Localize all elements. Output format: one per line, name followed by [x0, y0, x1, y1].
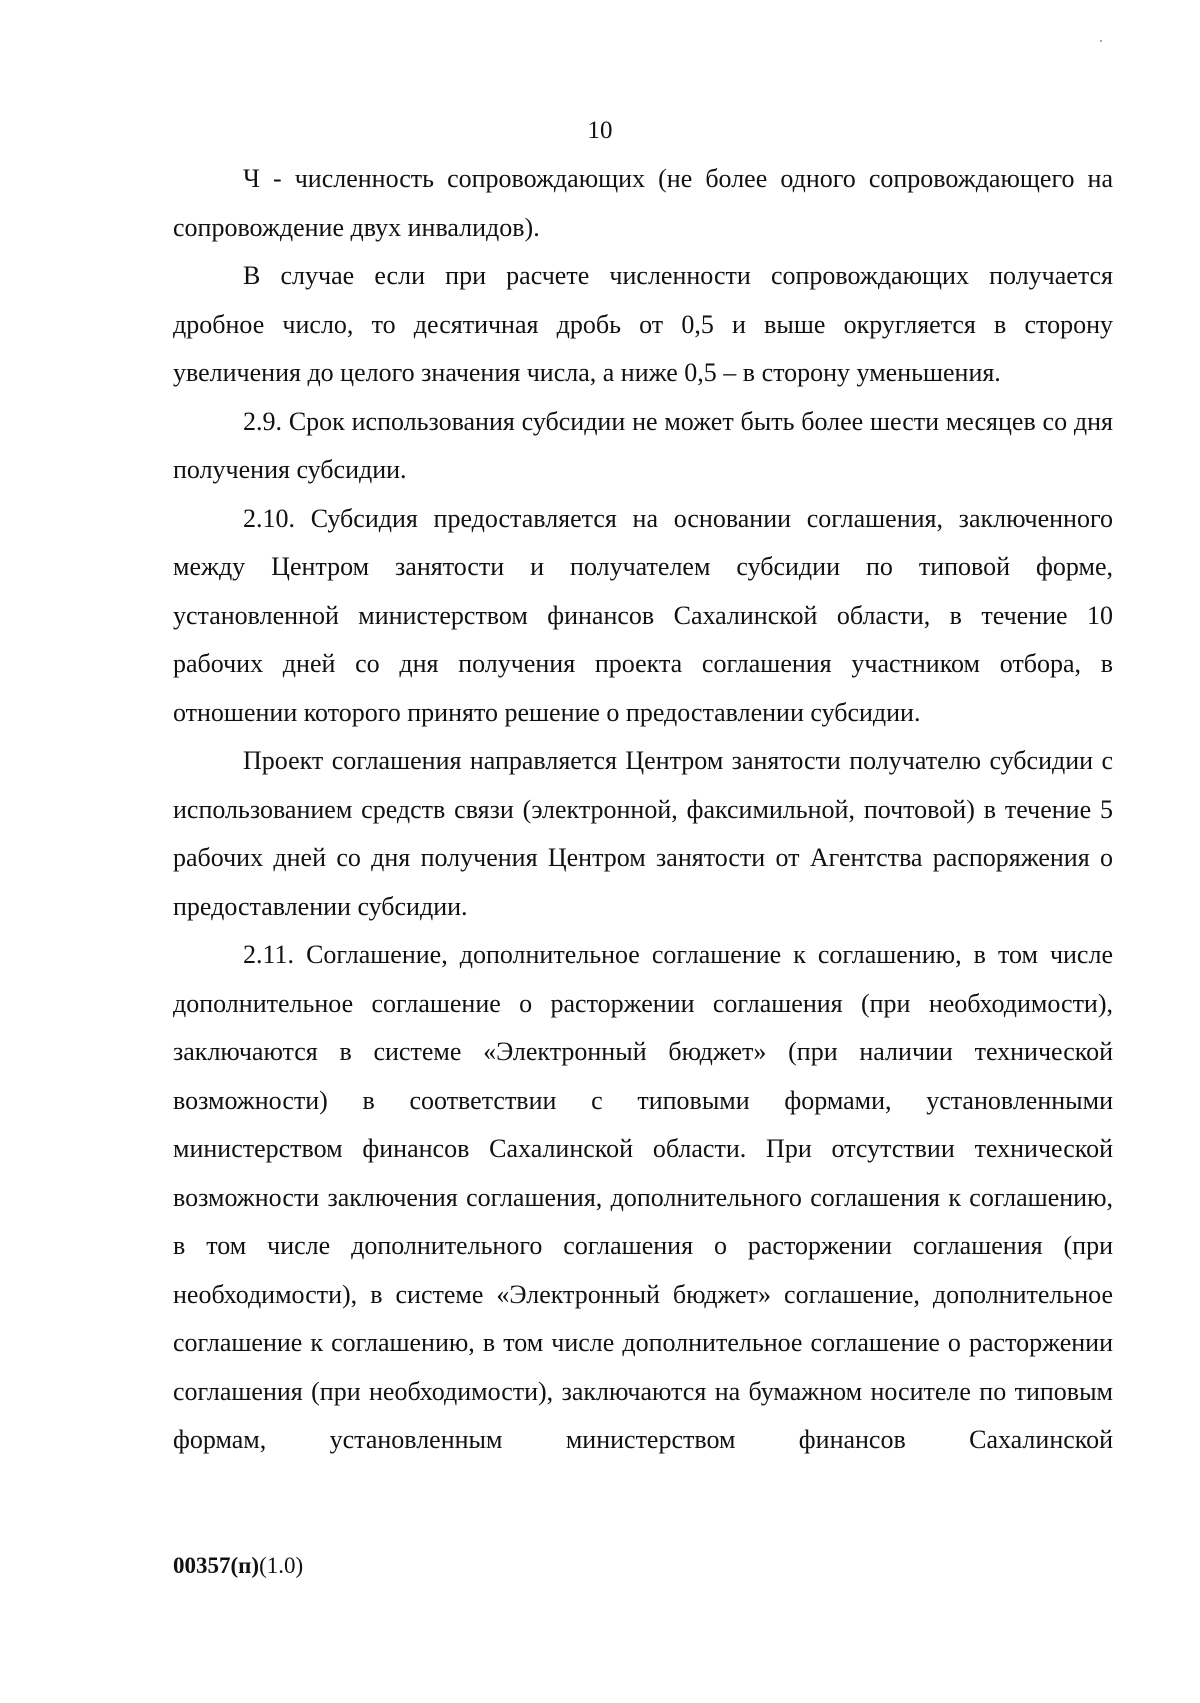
paragraph-escort-count: Ч - численность сопровождающих (не более одного сопровождающего на сопровождение двух инвалидов).: [173, 164, 1113, 242]
paragraph-2-11: 2.11. Соглашение, дополнительное соглашение к соглашению, в том числе дополнительное соглашение о расторжении соглашения (при необходимости), заключаются в системе «Электронный бюджет» (при наличии технической возможности) в соответствии с типовыми формами, установленными министерством финансов Сахалинской области. При отсутствии технической возможности заключения соглашения, дополнительного соглашения к соглашению, в том числе дополнительного соглашения о расторжении соглашения (при необходимости), в системе «Электронный бюджет» соглашение, дополнительное соглашение к соглашению, в том числе дополнительное соглашение о расторжении соглашения (при необходимости), заключаются на бумажном носителе по типовым формам, установленным министерством финансов Сахалинской: [173, 940, 1113, 1454]
document-body: [173, 155, 1113, 1465]
page-number: 10: [587, 117, 613, 144]
paragraph-2-10: 2.10. Субсидия предоставляется на основании соглашения, заключенного между Центром занятости и получателем субсидии по типовой форме, установленной министерством финансов Сахалинской области, в течение 10 рабочих дней со дня получения проекта соглашения участником отбора, в отношении которого принято решение о предоставлении субсидии.: [173, 503, 1113, 727]
paragraph-2-9: 2.9. Срок использования субсидии не может быть более шести месяцев со дня получения субсидии.: [173, 406, 1113, 484]
document-code: [173, 1552, 303, 1580]
document-code-number: 00357(п): [173, 1553, 260, 1578]
scan-speck: [1100, 40, 1102, 42]
paragraph-rounding-rule: В случае если при расчете численности сопровождающих получается дробное число, то десятичная дробь от 0,5 и выше округляется в сторону увеличения до целого значения числа, а ниже 0,5 – в сторону уменьшения.: [173, 261, 1113, 387]
document-code-version: (1.0): [259, 1553, 304, 1578]
paragraph-agreement-draft: Проект соглашения направляется Центром занятости получателю субсидии с использованием средств связи (электронной, факсимильной, почтовой) в течение 5 рабочих дней со дня получения Центром занятости от Агентства распоряжения о предоставлении субсидии.: [173, 746, 1113, 921]
